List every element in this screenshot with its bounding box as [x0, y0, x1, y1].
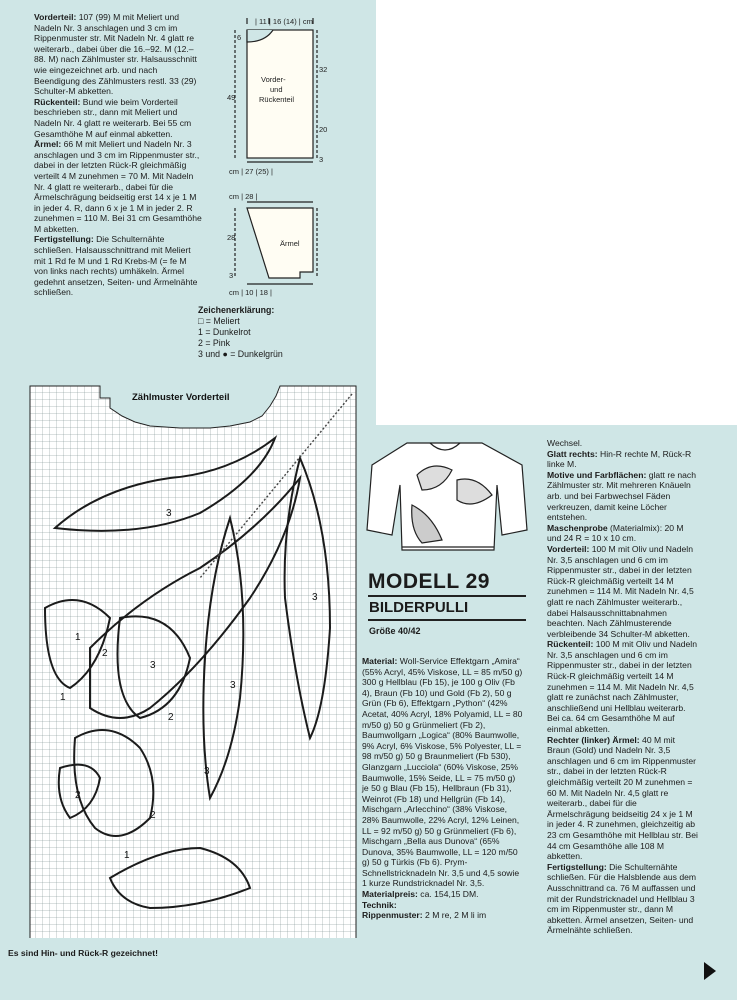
- front-piece-label-2: und: [270, 85, 283, 94]
- motive-para: [547, 470, 699, 523]
- legend-item-pink: 2 = Pink: [198, 338, 231, 348]
- chart-num-12: 1: [124, 850, 130, 861]
- technik-para: [362, 900, 524, 911]
- material-body: Woll-Service Effektgarn „Amira“ (55% Acryl, 45% Viskose, LL = 85 m/50 g) 300 g Hellblau (Fb 15), je 100 g Oliv (Fb 4), Braun (Fb 10) und Gold (Fb 2), 50 g Grün (Fb 6), Effektgarn „Python“ (42% Acetat, 40% Acryl, 18% Polyamid, LL = 80 m/50 g) 50 g Grünmeliert (Fb 2), Baumwollgarn „Logica“ (80% Baumwolle, 9% Acryl, 6% Viskose, 5% Polyester, LL = 98 m/50 g) 50 g Braunmeliert (Fb 530), Glanzgarn „Lucciola“ (60% Viskose, 25% Baumwolle, 15% Seide, LL = 75 m/50 g) je 50 g Blau (Fb 15), Hellbraun (Fb 31), Weinrot (Fb 18) und Hellgrün (Fb 14), Mischgarn „Arlecchino“ (38% Viskose, 28% Baumwolle, 22% Acryl, 12% Leinen, LL = 92 m/50 g) 50 g Grünmeliert (Fb 6), Mischgarn „Bella aus Dunova“ (65% Dunova, 35% Baumwolle, LL = 120 m/50 g) 50 g Türkis (Fb 6). Prym-Schnellstricknadeln Nr. 3,5 und 4,5 sowie 1 kurze Rundstricknadel Nr. 3,5.: [362, 656, 523, 889]
- r-fertig-title: Fertigstellung:: [547, 861, 607, 872]
- rippen-title: Rippenmuster:: [362, 910, 423, 921]
- r-fertig-para: [547, 862, 699, 936]
- vorderteil-title: Vorderteil:: [34, 12, 77, 22]
- motive-title: Motive und Farbflächen:: [547, 469, 647, 480]
- sweater-illustration: [362, 435, 532, 560]
- r-vorderteil-body: 100 M mit Oliv und Nadeln Nr. 3,5 anschlagen und 6 cm im Rippenmuster str., dabei in der letzten Rück-R gleichmäßig verteilt 14 M zunehmen = 114 M. Mit Nadeln Nr. 4,5 glatt re nach Zählmuster weiterarb., dabei Halsausschnittabnahmen beachten. Nach Zählmusterende verbleibende 34 Schulter-M abketten.: [547, 543, 694, 639]
- maschen-para: [547, 523, 699, 544]
- rueckenteil-body: Bund wie beim Vorderteil beschrieben str., dann mit Meliert und Nadeln Nr. 4 glatt re weiterarb. Bei 55 cm Gesamthöhe M auf einmal abketten.: [34, 96, 192, 139]
- glatt-title: Glatt rechts:: [547, 448, 598, 459]
- chart-num-6: 3: [230, 680, 236, 691]
- chart-num-11: 2: [150, 810, 156, 821]
- rippen-body: 2 M re, 2 M li im: [425, 910, 487, 921]
- vorderteil-para: [34, 12, 202, 97]
- front-top-dims: | 11 | 16 (14) | cm: [255, 17, 313, 26]
- legend-title: Zeichenerklärung:: [198, 305, 275, 315]
- schematic-drawings: [225, 12, 375, 312]
- r-fertig-body: Die Schulternähte schließen. Für die Halsblende aus dem Ausschnittrand ca. 76 M auffassen und mit der Rundstricknadel und Hellblau 3 cm im Rippenmuster str., dann M abketten. Ärmel ansetzen, Seiten- und Ärmelnähte schließen.: [547, 861, 697, 936]
- front-piece-label-3: Rückenteil: [259, 95, 295, 104]
- r-aermel-title: Rechter (linker) Ärmel:: [547, 734, 640, 745]
- material-para: [362, 656, 524, 889]
- sleeve-bottom-dims: cm | 10 | 18 |: [229, 288, 272, 297]
- rueckenteil-title: Rückenteil:: [34, 96, 81, 107]
- fertig-para: [34, 234, 202, 298]
- sleeve-top-dims: cm | 28 |: [229, 192, 258, 201]
- chart-num-10: 3: [204, 766, 210, 777]
- fertig-title: Fertigstellung:: [34, 234, 94, 245]
- front-right-3: 3: [319, 155, 324, 164]
- front-piece-label-1: Vorder-: [261, 75, 286, 84]
- sleeve-left-3: 3: [229, 271, 234, 280]
- front-right-20: 20: [319, 125, 328, 134]
- legend-item-meliert: □ = Meliert: [198, 316, 240, 326]
- legend: [198, 305, 368, 360]
- left-instructions: [34, 12, 202, 298]
- front-left-6: 6: [237, 33, 242, 42]
- maschen-extra: (Materialmix):: [610, 522, 663, 533]
- model-title: MODELL 29: [368, 570, 490, 593]
- fertig-body: Die Schulternähte schließen. Halsausschnittrand mit Meliert mit 1 Rd fe M und 1 Rd Krebs-M (= fe M von links nach rechts) umhäkeln. Ärmel gedehnt ansetzen, Seiten- und Ärmelnähte schließen.: [34, 234, 198, 298]
- preis-body: ca. 154,15 DM.: [420, 889, 479, 900]
- chart-footer: Es sind Hin- und Rück-R gezeichnet!: [8, 948, 158, 958]
- r-rueckenteil-para: [547, 639, 699, 734]
- preis-title: Materialpreis:: [362, 889, 418, 900]
- front-right-32: 32: [319, 65, 328, 74]
- r-vorderteil-title: Vorderteil:: [547, 543, 590, 554]
- r-rueckenteil-title: Rückenteil:: [547, 639, 594, 650]
- r-vorderteil-para: [547, 544, 699, 639]
- knitting-chart: [0, 378, 360, 938]
- technik-title: Technik:: [362, 899, 397, 910]
- r-aermel-para: [547, 735, 699, 862]
- chart-num-4: 2: [102, 648, 108, 659]
- title-rule-1: [368, 595, 526, 597]
- wechsel-text: Wechsel.: [547, 438, 583, 448]
- chart-num-2: 3: [312, 592, 318, 603]
- chart-grid: [30, 386, 356, 938]
- motive-body: glatt re nach Zählmuster str. Mit mehreren Knäueln arb. und bei Farbwechsel Fäden verkreuzen, damit keine Löcher entstehen.: [547, 469, 696, 523]
- chart-num-9: 2: [75, 790, 81, 801]
- middle-instructions: [362, 656, 524, 921]
- r-rueckenteil-body: 100 M mit Oliv und Nadeln Nr. 3,5 anschlagen und 6 cm im Rippenmuster str., dabei in der letzten Rück-R gleichmäßig verteilt 14 M zunehmen = 114 M. Mit Nadeln Nr. 4,5 glatt re zunächst nach Zählmuster, anschließend uni Hellblau weiterarb. Bei ca. 64 cm Gesamthöhe M auf einmal abketten.: [547, 639, 697, 735]
- aermel-body: 66 M mit Meliert und Nadeln Nr. 3 anschlagen und 3 cm im Rippenmuster str., dabei in der letzten Rück-R gleichmäßig verteilt 4 M zunehmen = 70 M. Mit Nadeln Nr. 4 glatt re weiterarb., dabei für die Ärmelschrägung beidseitig erst 14 x je 1 M in jeder 4. R, dann 6 x je 1 M in jeder 2. R zunehmen = 110 M. Bei 31 cm Gesamthöhe M abketten.: [34, 139, 202, 234]
- r-aermel-body: 40 M mit Braun (Gold) und Nadeln Nr. 3,5 anschlagen und 6 cm im Rippenmuster str., dabei in der letzten Rück-R gleichmäßig verteilt 20 M zunehmen = 60 M. Mit Nadeln Nr. 4,5 glatt re weiterarb., dabei für die Ärmelschrägung beidseitig 24 x je 1 M in jeder 4. R zunehmen, gleichzeitig ab 23 cm Gesamthöhe mit Hellblau str. Bei 44 cm Gesamthöhe alle 108 M abketten.: [547, 734, 698, 862]
- material-title: Material:: [362, 656, 398, 666]
- front-left-49: 49: [227, 93, 236, 102]
- chart-title: Zählmuster Vorderteil: [132, 392, 230, 403]
- sleeve-label: Ärmel: [280, 239, 300, 248]
- preis-para: [362, 889, 524, 900]
- chart-num-5: 3: [150, 660, 156, 671]
- rueckenteil-para: [34, 97, 202, 139]
- glatt-para: [547, 449, 699, 470]
- white-panel: [376, 0, 737, 425]
- chart-num-7: 1: [60, 692, 66, 703]
- vorderteil-body: 107 (99) M mit Meliert und Nadeln Nr. 3 anschlagen und 3 cm im Rippenmuster str. Mit Nadeln Nr. 4 glatt re weiterarb., dabei über die 16.–92. M (12.–88. M) nach Zählmuster str. Halsausschnitt wie eingezeichnet arb. und nach Beendigung des Zählmusters restl. 33 (29) Schulter-M abketten.: [34, 12, 197, 97]
- right-instructions: [547, 438, 699, 936]
- chart-num-1: 3: [166, 508, 172, 519]
- model-subtitle: BILDERPULLI: [369, 599, 469, 616]
- aermel-title: Ärmel:: [34, 139, 62, 150]
- model-size: Größe 40/42: [369, 626, 421, 636]
- title-rule-2: [368, 619, 526, 621]
- chart-num-3: 1: [75, 632, 81, 643]
- next-page-arrow-icon[interactable]: [704, 962, 716, 980]
- sleeve-left-28: 28: [227, 233, 236, 242]
- rippen-para: [362, 910, 524, 921]
- aermel-para: [34, 139, 202, 234]
- legend-item-dunkelgruen: 3 und ● = Dunkelgrün: [198, 349, 283, 359]
- legend-item-dunkelrot: 1 = Dunkelrot: [198, 327, 251, 337]
- maschen-body: 20 M und 24 R = 10 x 10 cm.: [547, 522, 684, 544]
- front-bottom-dims: cm | 27 (25) |: [229, 167, 273, 176]
- chart-num-8: 2: [168, 712, 174, 723]
- maschen-title: Maschenprobe: [547, 522, 608, 533]
- glatt-body: Hin-R rechte M, Rück-R linke M.: [547, 448, 692, 470]
